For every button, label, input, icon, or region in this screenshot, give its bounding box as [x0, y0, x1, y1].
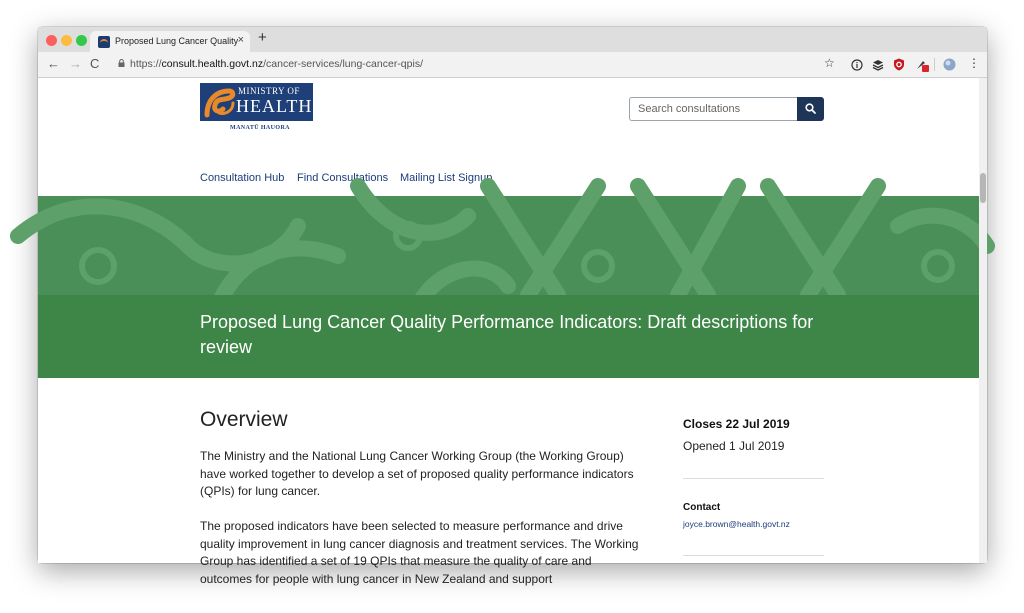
web-page [38, 78, 987, 586]
url-prefix: https:// [130, 58, 162, 70]
search-button[interactable] [797, 97, 824, 121]
url-host: consult.health.govt.nz [161, 58, 264, 70]
search-input[interactable] [629, 97, 798, 121]
contact-email-link[interactable]: joyce.brown@health.govt.nz [683, 519, 790, 529]
close-window-button[interactable] [46, 35, 57, 46]
ministry-of-health-logo[interactable] [200, 83, 313, 135]
globe-icon[interactable] [943, 58, 956, 71]
overview-paragraph-1: The Ministry and the National Lung Cancer Working Group (the Working Group) have worked together to develop a set of proposed quality performance indicators (QPIs) for lung cancer. [200, 449, 634, 498]
address-bar[interactable] [130, 58, 423, 70]
logo-box [200, 83, 313, 121]
tab-close-button[interactable]: × [237, 34, 244, 46]
hero-pattern [38, 196, 987, 295]
pin-icon[interactable] [915, 58, 928, 71]
browser-window [38, 27, 987, 586]
browser-tab[interactable] [90, 31, 250, 52]
opening-date: Opened 1 Jul 2019 [683, 439, 785, 453]
nav-mailing-list-signup[interactable]: Mailing List Signup [400, 172, 493, 184]
maori-pattern-graphic [38, 196, 987, 295]
logo-line2: HEALTH [236, 96, 313, 116]
page-title: Proposed Lung Cancer Quality Performance Indicators: Draft descriptions for review [200, 312, 814, 357]
nav-consultation-hub[interactable]: Consultation Hub [200, 172, 285, 184]
minimize-window-button[interactable] [61, 35, 72, 46]
star-icon[interactable]: ☆ [824, 56, 835, 70]
moh-favicon-icon [98, 36, 110, 48]
sidebar-divider [683, 478, 824, 479]
menu-icon[interactable]: ⋮ [968, 56, 980, 70]
scrollbar-thumb[interactable] [980, 173, 986, 203]
maximize-window-button[interactable] [76, 35, 87, 46]
new-tab-button[interactable]: + [258, 29, 267, 46]
forward-button[interactable]: → [69, 56, 82, 71]
overview-paragraph-2: The proposed indicators have been selected to measure performance and drive quality improvement in lung cancer diagnosis and treatment services. The Working Group has identified a set of 19 QPIs that measure the quality of care and outcomes for people with lung cancer in New Zealand and support [200, 519, 639, 586]
contact-heading: Contact [683, 502, 721, 513]
search-icon [805, 103, 816, 114]
reload-button[interactable]: C [90, 56, 100, 71]
scrollbar-track[interactable] [979, 78, 987, 563]
toolbar-separator [934, 58, 935, 71]
lock-icon [118, 59, 125, 66]
logo-line1: MINISTRY OF [238, 86, 300, 96]
koru-logo-icon [203, 85, 237, 119]
logo-subtitle: MANATŪ HAUORA [230, 125, 290, 131]
nav-find-consultations[interactable]: Find Consultations [297, 172, 389, 184]
browser-toolbar [38, 52, 987, 78]
tab-bar [38, 27, 987, 52]
url-path: /cancer-services/lung-cancer-qpis/ [263, 58, 423, 70]
sidebar-divider-2 [683, 555, 824, 556]
info-icon[interactable] [851, 58, 864, 71]
layers-icon[interactable] [872, 58, 885, 71]
back-button[interactable]: ← [47, 56, 60, 71]
closing-date: Closes 22 Jul 2019 [683, 417, 790, 431]
ublock-icon[interactable] [893, 58, 906, 71]
overview-heading: Overview [200, 408, 288, 431]
tab-title: Proposed Lung Cancer Quality [115, 36, 239, 46]
